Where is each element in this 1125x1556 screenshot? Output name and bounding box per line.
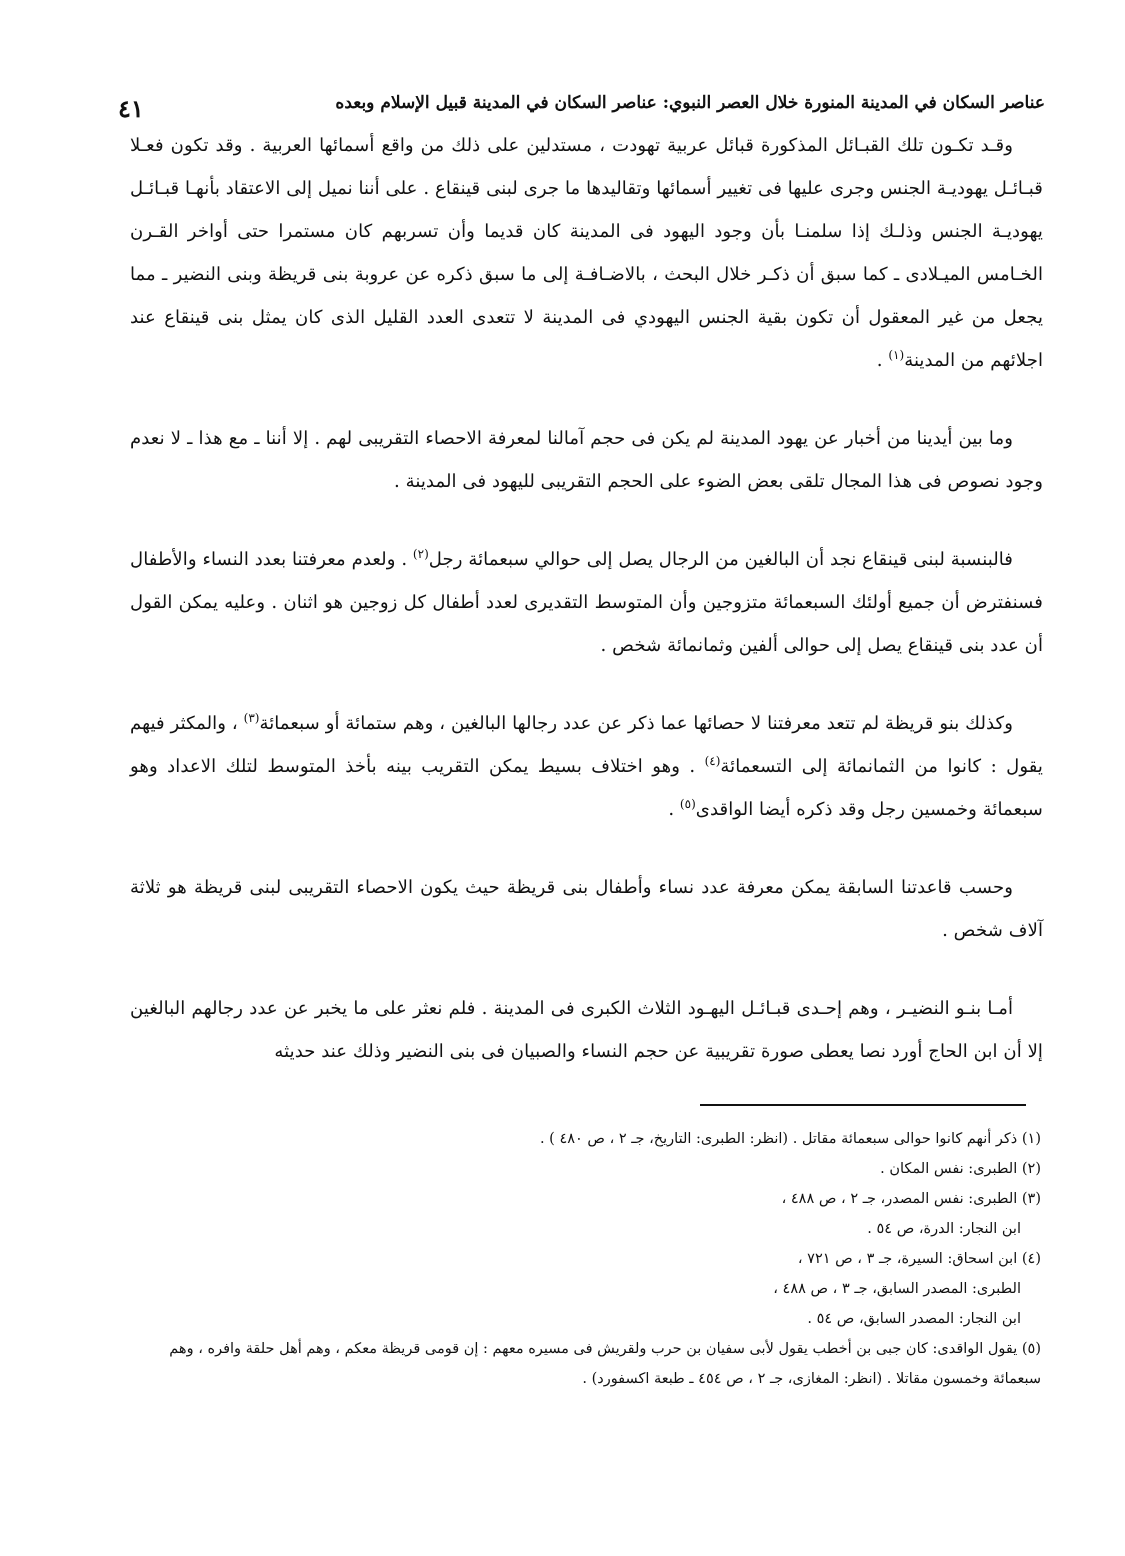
paragraph-text: وقـد تكـون تلك القبـائل المذكورة قبائل عربية تهودت ، مستدلين على ذلك من واقع أسمائها العربية . وقد تكون فعـلا قبـائـل يهوديـة الجنس وجرى عليها فى تغيير أسمائها وتقاليدها ما جرى لبنى قينقاع . على أننا نميل إلى الاعتقاد بأنهـا قبـائـل يهوديـة الجنس وذلـك إذا سلمنـا بأن وجود اليهود فى المدينة كان قديما وأن تسربهم كان مستمرا حتى أواخر القـرن الخـامس الميـلادى ـ كما سبق أن ذكـر خلال البحث ، بالاضـافـة إلى ما سبق ذكره عن عروبة بنى قريظة وبنى النضير ـ مما يجعل من غير المعقول أن تكون بقية الجنس اليهودي فى المدينة لا تتعدى العدد القليل الذى كان يمثل بنى قينقاع عند اجلائهم من المدينة <box>130 135 1043 371</box>
footnote-continuation: ابن النجار: المصدر السابق، ص ٥٤ . <box>807 1311 1021 1327</box>
footnote-separator <box>700 1104 1026 1106</box>
footnote-ref-2: (٢) <box>412 546 429 561</box>
footnote-continuation: الطبرى: المصدر السابق، جـ ٣ ، ص ٤٨٨ ، <box>773 1281 1021 1297</box>
paragraph-tail: . وهو اختلاف بسيط يمكن التقريب بينه بأخذ المتوسط لتلك الاعداد وهو سبعمائة وخمسين رجل وقد ذكره أيضا الواقدى <box>130 756 1043 820</box>
paragraph-3 <box>130 538 1043 667</box>
paragraph-text: وكذلك بنو قريظة لم تتعد معرفتنا لا حصائها عما ذكر عن عدد رجالها البالغين ، وهم ستمائة أو سبعمائة <box>259 713 1013 734</box>
paragraph-6 <box>130 987 1043 1073</box>
paragraph-5 <box>130 866 1043 952</box>
footnotes <box>130 1124 1041 1394</box>
footnote-line: (٣) الطبرى: نفس المصدر، جـ ٢ ، ص ٤٨٨ ، <box>781 1191 1041 1207</box>
footnote-line: (١) ذكر أنهم كانوا حوالى سبعمائة مقاتل . (انظر: الطبرى: التاريخ، جـ ٢ ، ص ٤٨٠ ) . <box>539 1131 1041 1147</box>
footnote-ref-4: (٤) <box>704 753 721 768</box>
paragraph-tail: . ولعدم معرفتنا بعدد النساء والأطفال فسنفترض أن جميع أولئك السبعمائة متزوجين وأن المتوسط التقديرى لعدد أطفال كل زوجين هو اثنان . وعليه يمكن القول أن عدد بنى قينقاع يصل إلى حوالى ألفين وثمانمائة شخص . <box>130 549 1043 656</box>
footnote-ref-5: (٥) <box>679 796 696 811</box>
paragraph-4 <box>130 702 1043 831</box>
footnote-5 <box>130 1334 1041 1394</box>
footnote-3 <box>130 1184 1041 1244</box>
footnote-ref-3: (٣) <box>243 710 260 725</box>
paragraph-1 <box>130 124 1043 382</box>
footnote-1 <box>130 1124 1041 1154</box>
body-text <box>130 124 1043 1108</box>
footnote-line: (٢) الطبرى: نفس المكان . <box>880 1161 1041 1177</box>
footnote-4 <box>130 1244 1041 1334</box>
paragraph-tail: . <box>668 799 680 820</box>
footnote-line: (٤) ابن اسحاق: السيرة، جـ ٣ ، ص ٧٢١ ، <box>797 1251 1041 1267</box>
footnote-line: (٥) يقول الواقدى: كان جبى بن أخطب يقول لأبى سفيان بن حرب ولقريش فى مسيره معهم : إن قومى قريظة معكم ، وهم أهل حلقة وافره ، وهم سبعمائة وخمسون مقاتلا . (انظر: المغازى، جـ ٢ ، ص ٤٥٤ ـ طبعة اكسفورد) . <box>169 1341 1041 1387</box>
footnote-continuation: ابن النجار: الدرة، ص ٥٤ . <box>867 1221 1021 1237</box>
paragraph-text: فالبنسبة لبنى قينقاع نجد أن البالغين من الرجال يصل إلى حوالي سبعمائة رجل <box>428 549 1013 570</box>
paragraph-tail: . <box>876 350 889 371</box>
paragraph-text: وما بين أيدينا من أخبار عن يهود المدينة لم يكن فى حجم آمالنا لمعرفة الاحصاء التقريبى لهم . إلا أننا ـ مع هذا ـ لا نعدم وجود نصوص فى هذا المجال تلقى بعض الضوء على الحجم التقريبى لليهود فى المدينة . <box>130 428 1043 492</box>
footnote-2 <box>130 1154 1041 1184</box>
footnote-ref-1: (١) <box>888 347 905 362</box>
paragraph-tail: ، والمكثر فيهم يقول : كانوا من الثمانمائة إلى التسعمائة <box>130 713 1043 777</box>
paragraph-text: وحسب قاعدتنا السابقة يمكن معرفة عدد نساء وأطفال بنى قريظة حيث يكون الاحصاء التقريبى لبنى قريظة هو ثلاثة آلاف شخص . <box>130 877 1043 941</box>
page-number: ٤١ <box>118 94 144 123</box>
paragraph-text: أمـا بنـو النضيـر ، وهم إحـدى قبـائـل اليهـود الثلاث الكبرى فى المدينة . فلم نعثر على ما يخبر عن عدد رجالهم البالغين إلا أن ابن الحاج أورد نصا يعطى صورة تقريبية عن حجم النساء والصبيان فى بنى النضير وذلك عند حديثه <box>130 998 1043 1062</box>
running-header: عناصر السكان في المدينة المنورة خلال العصر النبوي: عناصر السكان في المدينة قبيل الإسلام وبعده <box>335 93 1045 113</box>
paragraph-2 <box>130 417 1043 503</box>
